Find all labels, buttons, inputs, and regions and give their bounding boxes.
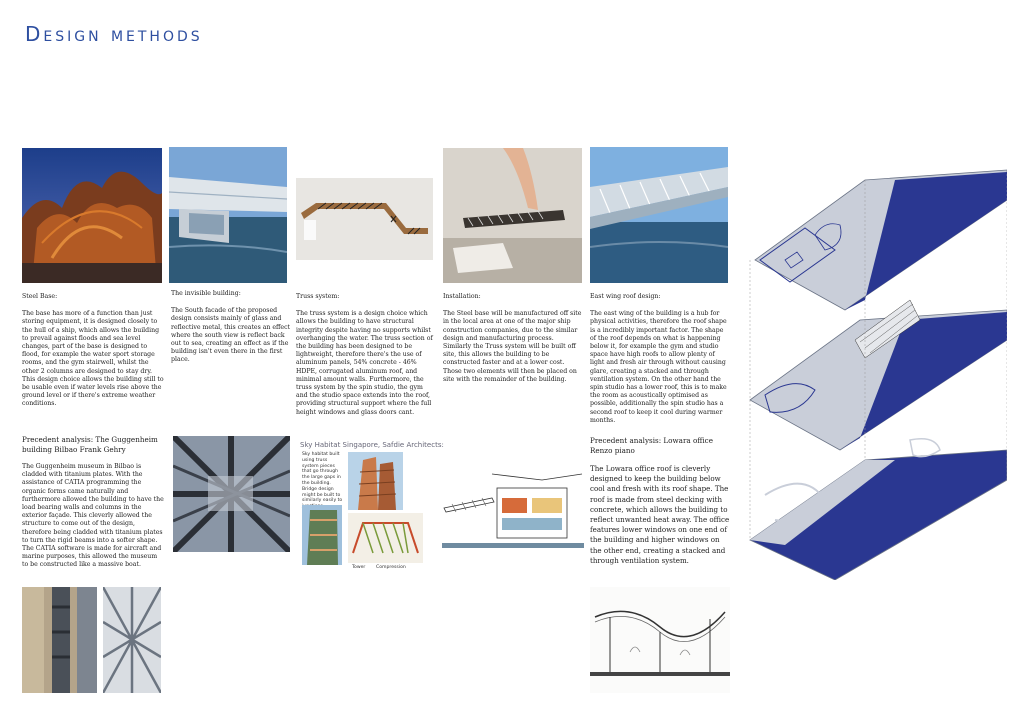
invisible-building-body: The South facade of the proposed design consists mainly of glass and reflective metal, this creates an effect where the south view is reflect back out to sea, creating an effect as if the building isn't even there in the first place. <box>171 307 291 364</box>
installation-body: The Steel base will be manufactured off site in the local area at one of the major ship construction companies, due to the similar design and manufacturing process. Similarly the Truss system will be built off site, this allows the building to be constructed faster and at a lower cost. Those two elements will then be placed on site with the remainder of the building. <box>443 310 582 383</box>
invisible-building-caption <box>171 290 291 373</box>
sky-habitat-tower-photo <box>348 452 403 510</box>
invisible-building-heading: The invisible building: <box>171 290 241 297</box>
east-wing-body: The east wing of the building is a hub for physical activities, therefore the roof shape is a incredibly important factor. The shape of the roof depends on what is happening below it, for example the gym and studio space have high roofs to allow plenty of light and fresh air through without causing glare, creating a stacked and through ventilation system. On the other hand the spin studio has a lower roof, this is to make the room as acoustically optimised as possible, additionally the spin studio has a second roof to keep it cool during warmer months. <box>590 310 727 424</box>
section-drawing <box>442 468 584 556</box>
sky-habitat-sketch <box>348 513 423 563</box>
guggenheim-body: The Guggenheim museum in Bilbao is cladded with titanium plates. With the assistance of CATIA programming the organic forms came naturally and furthermore allowed the building to have the load bearing walls and columns in the exterior façade. This cleverly allowed the structure to come out of the design, therefore being cladded with titanium plates to turn the rigid beams into a softer shape. The CATIA software is made for aircraft and marine purposes, this allowed the museum to be constructed like a massive boat. <box>22 463 164 569</box>
steel-base-body: The base has more of a function than just storing equipment, it is designed closely to the hull of a ship, which allows the building to prevail against floods and sea level changes, part of the base is designed to flood, for example the water sport storage rooms, and the gym stairwell, whilst the other 2 columns are designed to stay dry. This design choice allows the building still to be usable even if water levels rise above the ground level or if there's extreme weather conditions. <box>22 310 164 408</box>
truss-system-heading: Truss system: <box>296 293 340 300</box>
installation-heading: Installation: <box>443 293 481 300</box>
guggenheim-atrium-photo <box>103 587 161 693</box>
page-title: Design methods <box>25 22 203 46</box>
lowara-body: The Lowara office roof is cleverly designed to keep the building below cool and fresh with its roof shape. The roof is made from steel decking with concrete, which allows the building to reflect unwanted heat away. The office features lower windows on one end of the building and higher windows on the other end, creating a stacked and through ventilation system. <box>590 464 730 565</box>
steel-base-caption <box>22 293 164 417</box>
east-wing-render <box>590 147 728 283</box>
guggenheim-column-photo <box>22 587 97 693</box>
sky-habitat-note: Sky habitat built using truss system pieces that go through the large gaps in the building. Bridge design might be built to similarly easily to <box>302 452 343 504</box>
exploded-roof-diagram <box>745 150 1007 580</box>
sky-habitat-bridge-photo <box>302 505 342 565</box>
lowara-heading: Precedent analysis: Lowara office Renzo piano <box>590 436 713 455</box>
guggenheim-precedent <box>22 435 164 570</box>
truss-system-caption <box>296 293 435 425</box>
sky-habitat-label-compression: Compression <box>376 565 406 570</box>
guggenheim-structure-photo <box>173 436 290 552</box>
installation-caption <box>443 293 583 392</box>
guggenheim-exterior-photo <box>22 148 162 283</box>
lowara-section-sketch <box>590 587 730 693</box>
guggenheim-heading: Precedent analysis: The Guggenheim building Bilbao Frank Gehry <box>22 435 158 454</box>
truss-model-photo <box>296 178 433 260</box>
truss-system-body: The truss system is a design choice which allows the building to have structural integrity despite having no supports whilst overhanging the water. The truss section of the building has been designed to be lightweight, therefore there's the use of aluminum panels, 54% concrete - 46% HDPE, corrugated aluminum roof, and minimal amount walls. Furthermore, the truss system by the spin studio, the gym and the studio space extends into the roof, providing structural support where the full height windows and glass doors cant. <box>296 310 433 416</box>
east-wing-caption <box>590 293 730 433</box>
east-wing-heading: East wing roof design: <box>590 293 661 300</box>
sky-habitat-label-tower: Tower <box>352 565 366 570</box>
steel-base-heading: Steel Base: <box>22 293 58 300</box>
south-facade-render <box>169 147 287 283</box>
lowara-precedent <box>590 436 732 566</box>
installation-model-photo <box>443 148 582 283</box>
sky-habitat-title: Sky Habitat Singapore, Safdie Architects: <box>300 441 444 449</box>
